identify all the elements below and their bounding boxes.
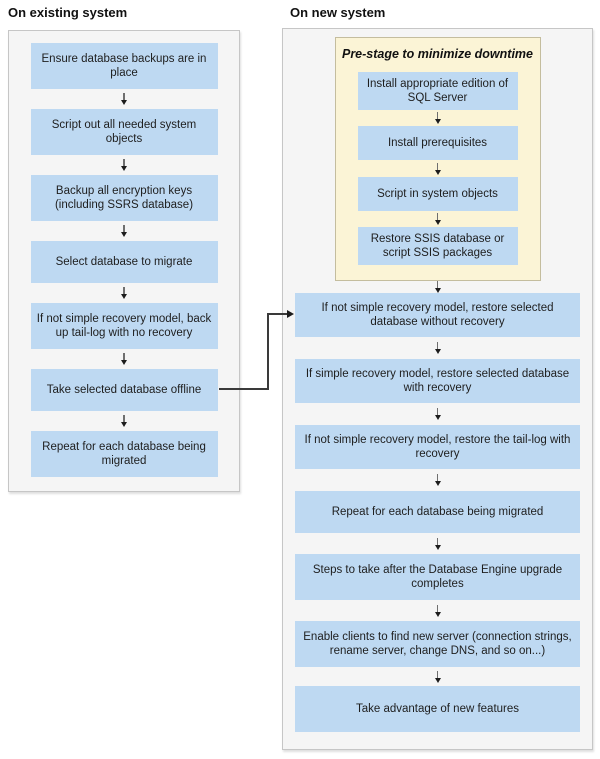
flow-step: Restore SSIS database or script SSIS packages bbox=[358, 227, 518, 265]
flow-step: Enable clients to find new server (connection strings, rename server, change DNS, and so on...) bbox=[295, 621, 580, 667]
flow-step: Steps to take after the Database Engine upgrade completes bbox=[295, 554, 580, 600]
elbow-connector-segment bbox=[267, 313, 288, 315]
arrow-down-icon bbox=[121, 155, 127, 175]
prestage-group bbox=[335, 37, 541, 281]
arrow-down-icon bbox=[435, 469, 441, 491]
new-system-panel bbox=[282, 28, 593, 750]
flow-step: Select database to migrate bbox=[31, 241, 218, 283]
elbow-connector-segment bbox=[267, 313, 269, 390]
arrow-down-icon bbox=[121, 283, 127, 303]
flow-step: If simple recovery model, restore selected database with recovery bbox=[295, 359, 580, 403]
new-system-title: On new system bbox=[290, 5, 386, 20]
flow-step: Repeat for each database being migrated bbox=[31, 431, 218, 477]
arrow-down-icon bbox=[121, 89, 127, 109]
flow-step: Script in system objects bbox=[358, 177, 518, 211]
flow-step: Install appropriate edition of SQL Server bbox=[358, 72, 518, 110]
arrow-down-icon bbox=[435, 110, 441, 126]
arrow-down-icon bbox=[435, 403, 441, 425]
arrow-down-icon bbox=[121, 349, 127, 369]
flow-step: Install prerequisites bbox=[358, 126, 518, 160]
arrow-down-icon bbox=[435, 281, 441, 293]
flow-step: If not simple recovery model, restore the tail-log with recovery bbox=[295, 425, 580, 469]
arrow-down-icon bbox=[121, 411, 127, 431]
arrow-down-icon bbox=[121, 221, 127, 241]
arrow-down-icon bbox=[435, 337, 441, 359]
arrow-down-icon bbox=[435, 600, 441, 621]
flow-step: Take advantage of new features bbox=[295, 686, 580, 732]
flow-step: Script out all needed system objects bbox=[31, 109, 218, 155]
prestage-title: Pre-stage to minimize downtime bbox=[341, 47, 533, 61]
arrow-down-icon bbox=[435, 211, 441, 227]
arrow-down-icon bbox=[435, 533, 441, 554]
flow-step: If not simple recovery model, back up tail-log with no recovery bbox=[31, 303, 218, 349]
flow-step: Ensure database backups are in place bbox=[31, 43, 218, 89]
arrow-down-icon bbox=[435, 160, 441, 177]
elbow-connector-segment bbox=[219, 388, 268, 390]
flow-step: Take selected database offline bbox=[31, 369, 218, 411]
arrow-right-icon bbox=[287, 310, 294, 318]
flow-step: If not simple recovery model, restore selected database without recovery bbox=[295, 293, 580, 337]
arrow-down-icon bbox=[435, 667, 441, 686]
existing-system-panel bbox=[8, 30, 240, 492]
flow-step: Backup all encryption keys (including SSRS database) bbox=[31, 175, 218, 221]
flow-step: Repeat for each database being migrated bbox=[295, 491, 580, 533]
existing-system-title: On existing system bbox=[8, 5, 128, 20]
